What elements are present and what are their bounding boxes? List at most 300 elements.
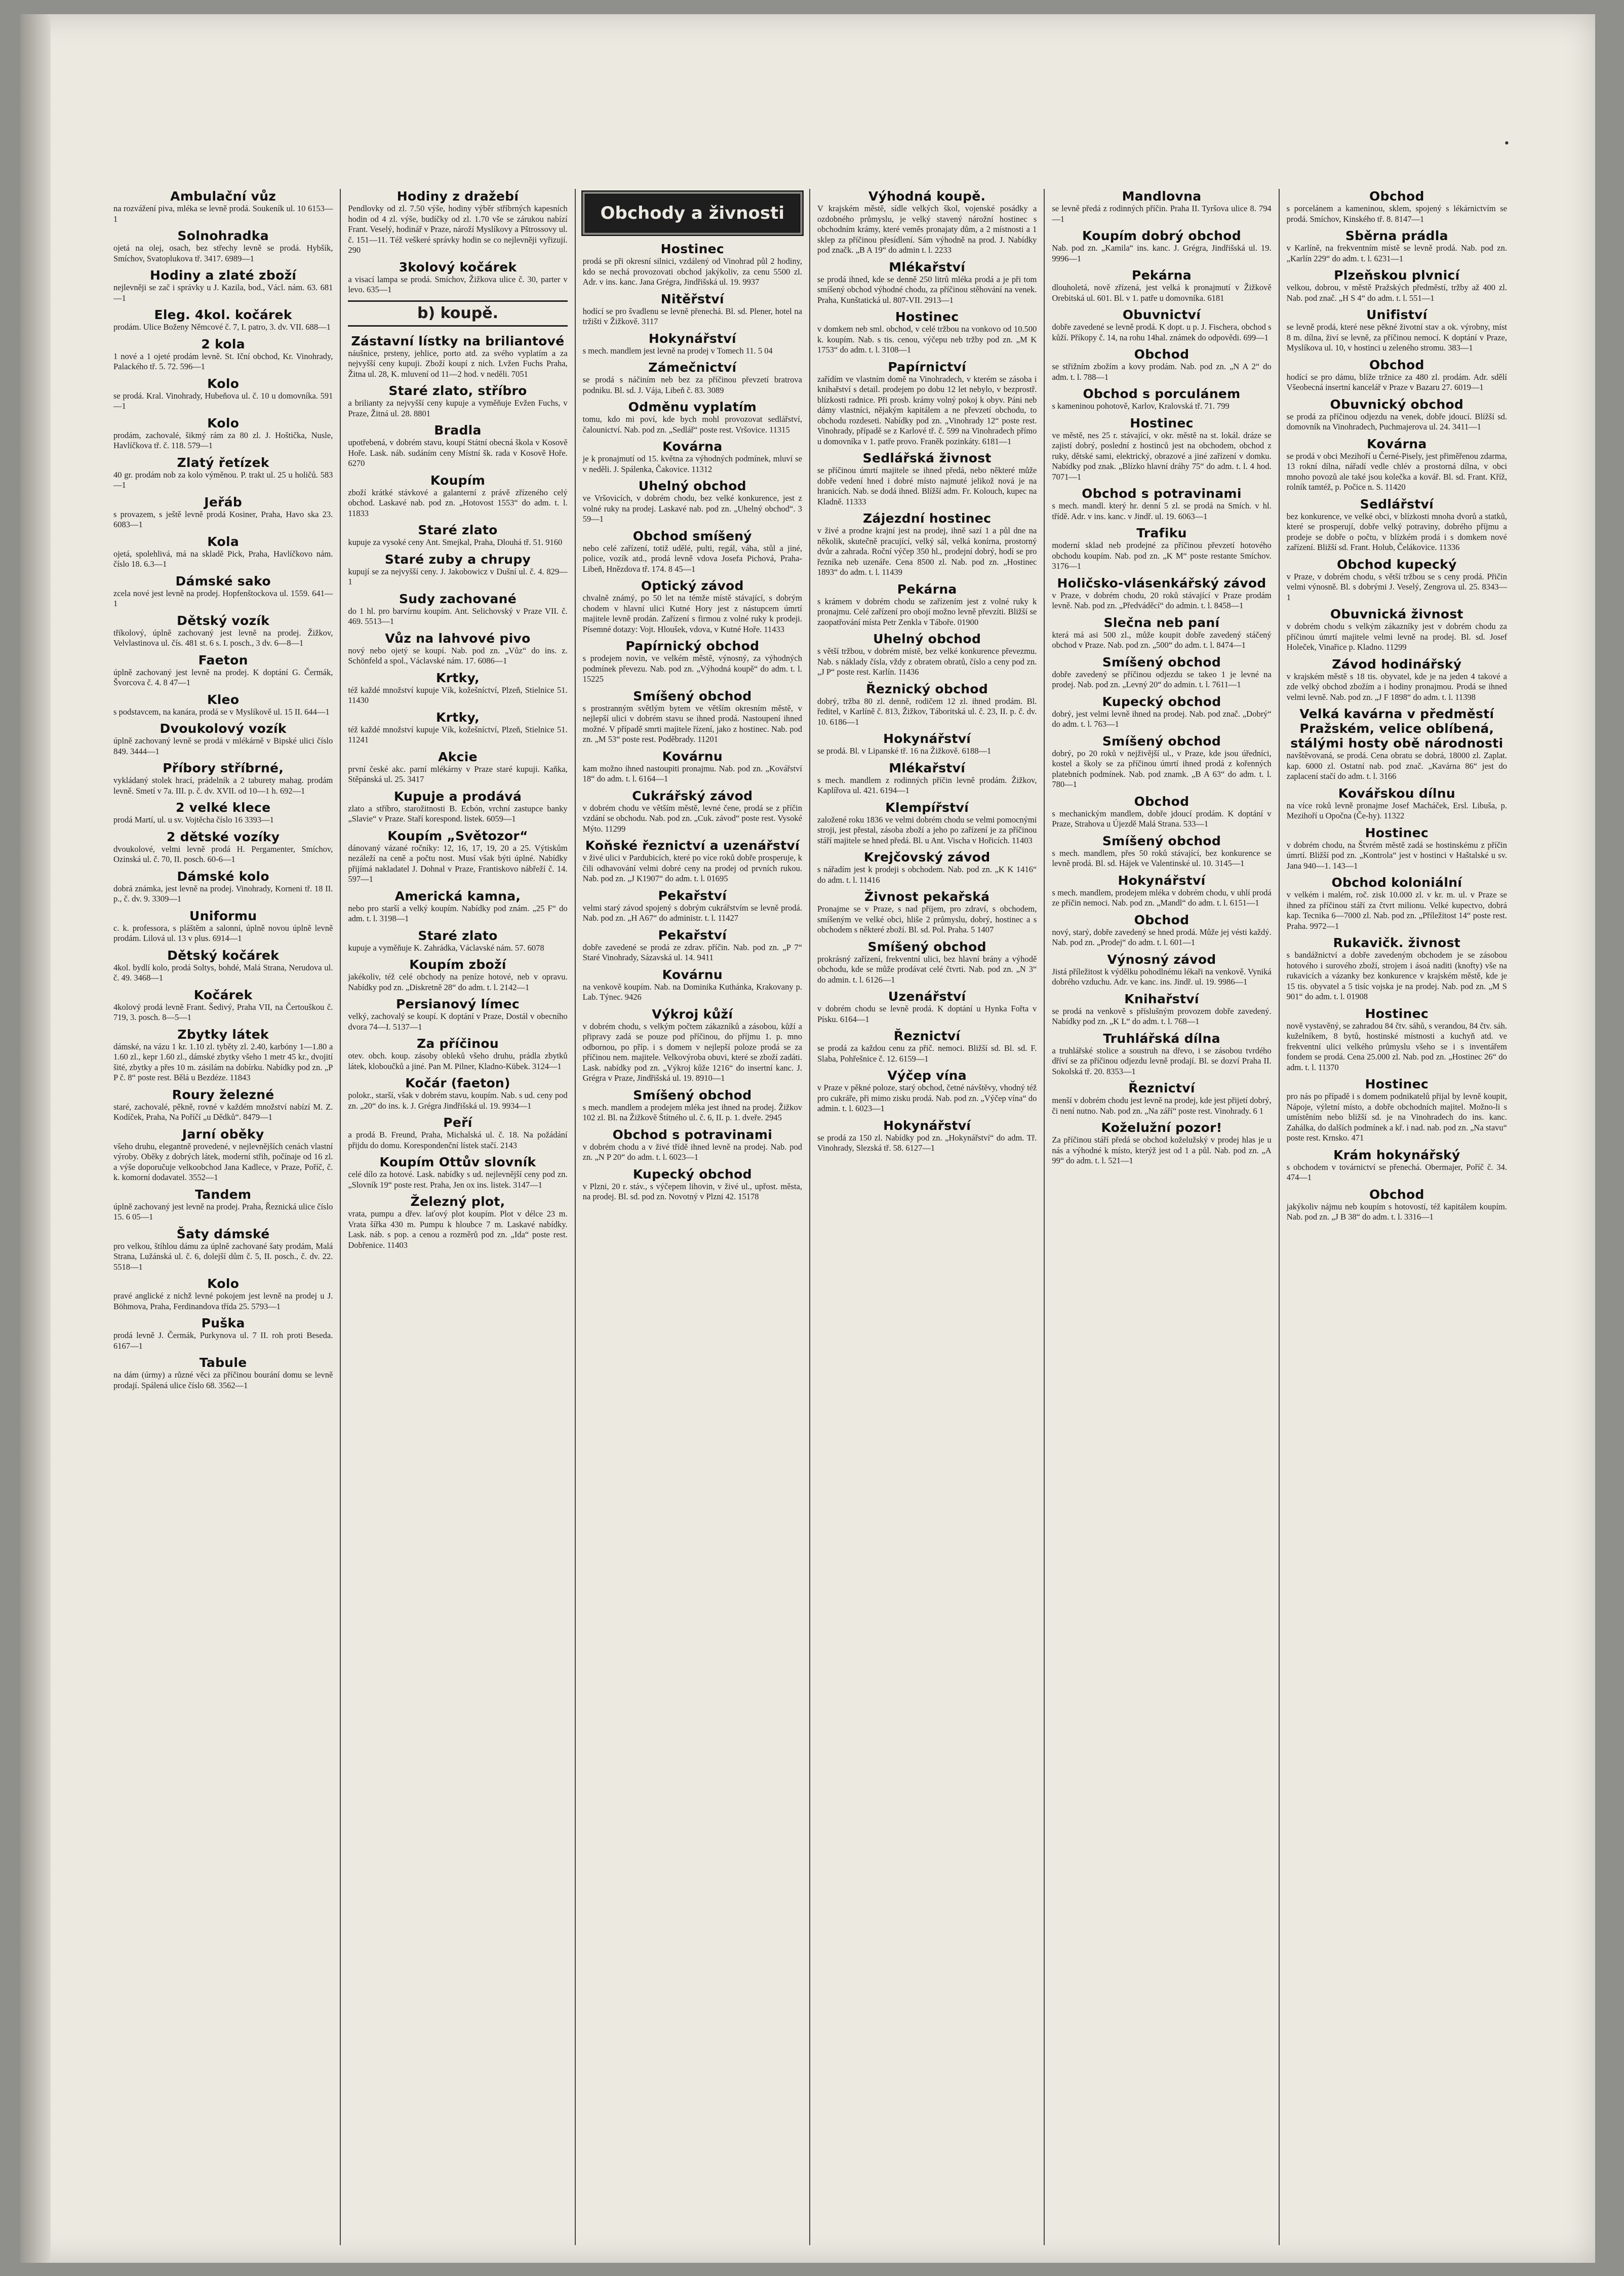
- ad-text: prodá se při okresní silnici, vzdálený od Vinohrad půl 2 hodiny, kdo se nechá provozovati obchod jakýkoliv, za cenu 5500 zl. Adr. v ins. kanc. Jana Grégra, Jindřišská ul. 19. 9937: [582, 256, 802, 287]
- ad-text: s mech. mandlem z rodinných příčin levně prodám. Žižkov, Kaplířova ul. 421. 6194—1: [817, 775, 1037, 795]
- ad-text: tomu, kdo mi poví, kde bych mohl provozovat sedlářství, čalounictví. Nab. pod zn. „Sedlář“ poste rest. Vršovice. 11315: [582, 414, 802, 435]
- ad-text: se prodá za 150 zl. Nabídky pod zn. „Hokynářství“ do adm. Tř. Vinohrady, Slezská tř. 58. 6127—1: [817, 1132, 1037, 1153]
- classified-ad: [348, 1036, 567, 1072]
- ad-text: všeho druhu, elegantně provedené, v nejlevnějších cenách vlastní výroby. Oběky z dobrých látek, moderní střih, počínaje od 16 zl. a výše doporučuje velkoobchod Jana Kadlece, v Praze, Poříč, č. k. komorní dodavatel. 3552—1: [113, 1141, 333, 1182]
- ad-text: kupují se za nejvyšší ceny. J. Jakobowicz v Dušní ul. č. 4. 829—1: [348, 566, 568, 586]
- classified-ad: [1287, 786, 1507, 821]
- classified-ad: [348, 334, 567, 380]
- classified-ad: [113, 1127, 333, 1183]
- ad-text: je k pronajmutí od 15. května za výhodných podmínek, mluví se v neděli. J. Spálenka, Čakovice. 11312: [582, 454, 802, 474]
- ads-column-1: [106, 189, 341, 2245]
- ad-text: se prodá. Kral. Vinohrady, Hubeňova ul. č. 10 u domovníka. 591—1: [113, 390, 333, 411]
- ad-heading: Staré zlato, stříbro: [388, 383, 527, 398]
- ad-text: v dobrém chodu, s velkým počtem zákazníků a zásobou, kůží a připravy zadá se pouze pod příčinou, do příjmu 1. p. mno odbornou, po příp. i s domem v nejlepší poloze prodá se za příčinou nem. majitele. Velkovýroba obuvi, které se zboží zadáti. Lask. nabídky pod zn. „Výkroj kůže 1216“ do insertní kanc. J. Grégra v Praze, Jindřišská ul. 19. 8910—1: [582, 1021, 802, 1083]
- ad-heading: Odměnu vyplatím: [628, 400, 757, 414]
- ad-text: se prodá ihned, kde se denně 250 litrů mléka prodá a je při tom smíšený obchod výhodné chodu, za příčinou stěhování na venek. Praha, Kunštatická ul. 807-VII. 2913—1: [817, 274, 1037, 305]
- ad-heading: Obchod: [1369, 189, 1424, 204]
- classified-ad: [1287, 657, 1507, 703]
- ad-heading: Obchod: [1369, 1187, 1424, 1202]
- ad-text: V krajském městě, sídle velkých škol, vojenské posádky a ozdobného průmyslu, je velký stavený nárožní hostinec s obchodním krámy, které veměs pronajaty dům, a 2 místnosti a 1 sklep za příčinou přesídlení. Sám výhodně na prod. J. Nabídky pod značk. „B A 19“ do admin t. l. 2233: [817, 204, 1037, 255]
- ad-text: v dobrém chodu se levně prodá. K doptání u Hynka Fořta v Písku. 6164—1: [817, 1004, 1037, 1024]
- ad-text: první české akc. parní mlékárny v Praze staré kupuji. Kaňka, Stěpánská ul. 25. 3417: [348, 764, 568, 784]
- classified-ad: [113, 761, 333, 796]
- ad-heading: Koňské řeznictví a uzenářství: [585, 838, 800, 853]
- ad-heading: Výkroj kůží: [652, 1006, 733, 1022]
- classified-ad: [1287, 1187, 1507, 1223]
- ad-heading: Kupuje a prodává: [393, 789, 522, 804]
- ad-text: Pendlovky od zl. 7.50 výše, hodiny výběr stříbrných kapesních hodin od 4 zl. výše, budíčky od zl. 1.70 vše se zárukou nabízí Frant. Veselý, hodinář v Praze, nároží Myslíkovy a Pštrossovy ul. č. 151—11. Též veškeré správky hodin se co nejlevněji vyřizují. 290: [348, 204, 568, 255]
- ad-text: dobrý, jest velmi levně ihned na prodej. Nab. pod znač. „Dobrý“ do adm. t. l. 763—1: [1052, 709, 1272, 729]
- ad-text: v krajském městě s 18 tis. obyvatel, kde je na jeden 4 takové a zde velký obchod zbožím a i hodiny pronajmou. Prodá se ihned velmi levně. Nab. pod zn. „J F 1898“ do adm. t. l. 11398: [1286, 671, 1507, 702]
- ad-text: úplně zachovaný jest levně na prodej. Praha, Řeznická ulice číslo 15. 6 05—1: [113, 1201, 333, 1222]
- ad-text: ve městě, nes 25 r. stávající, v okr. městě na st. lokál. dráze se zajistí dobrý, poslední z hostinců jest na obchodem, obchod z ruky, dětské sami, elektrický, obrazové a jiné zařízení v domku. Nabídky pod znak. „Blízko hlavní dráhy 75“ do adm. t. l. 4 hod. 7071—1: [1052, 430, 1272, 482]
- ad-heading: Kolo: [207, 415, 240, 430]
- ad-heading: Eleg. 4kol. kočárek: [154, 307, 292, 322]
- ad-heading: Staré zlato: [418, 523, 498, 537]
- ad-heading: Mandlovna: [1122, 189, 1202, 204]
- classified-ad: [817, 632, 1037, 678]
- classified-ad: [113, 909, 333, 944]
- ad-heading: Jarní oběky: [182, 1126, 264, 1142]
- ad-text: která má asi 500 zl., může koupit dobře zavedený stáčený obchod v Praze. Nab. pod zn. „500“ do adm. t. l. 8474—1: [1052, 630, 1272, 650]
- ad-text: 4kol. bydlí kolo, prodá Soltys, bohdé, Malá Strana, Nerudova ul. č. 49. 3468—1: [113, 962, 333, 983]
- classified-ad: [113, 692, 333, 718]
- classified-ad: [113, 189, 333, 224]
- classified-ad: [113, 307, 333, 333]
- ad-heading: Kolo: [207, 1276, 240, 1291]
- classified-ad: [113, 948, 333, 984]
- ad-text: Za příčinou stáří předá se obchod koželužský v prodej hlas je u nás a výhodné k místo, kterýž jest od 1 a půl. Nab. pod zn. „A 99“ do adm. t. l. 521—1: [1052, 1135, 1272, 1165]
- classified-ad: [1052, 655, 1271, 690]
- classified-ad: [1287, 875, 1507, 931]
- ad-text: prodá levně J. Čermák, Purkynova ul. 7 II. roh proti Beseda. 6167—1: [113, 1330, 333, 1351]
- ads-column-4: [810, 189, 1045, 2245]
- ad-text: chvalně známý, po 50 let na témže místě stávající, s dobrým chodem v hlavní ulici Kutné Hory jest z nástupcem úmrtí majitele levně prodán. Zařízení s firmou z volné ruky k prodeji. Písemné dotazy: Vojt. Hloušek, vdova, v Kutné Hoře. 11433: [582, 593, 802, 634]
- ad-heading: Mlékařství: [889, 760, 966, 775]
- ad-text: nejlevněji se zač i správky u J. Kazila, bod., Václ. nám. 63. 681—1: [113, 283, 333, 303]
- ad-heading: Kočárek: [193, 987, 253, 1002]
- classified-ad: [113, 1227, 333, 1273]
- ad-text: dámské, na vázu 1 kr. 1.10 zl. tyběty zl. 2.40, karbóny 1—1.80 a 1.60 zl., kepr 1.60 zl., dámské zbytky všeho 1 metr 45 kr., dvojití šité, zbytky a přes 10 m. zásilám na dobírku. Nabídky pod zn. „P P č. 8“ poste rest. Bělá u Bezdéze. 11843: [113, 1041, 333, 1082]
- ad-text: v Karlíně, na frekventním místě se levně prodá. Nab. pod zn. „Karlín 229“ do adm. t. l. 6231—1: [1286, 243, 1507, 263]
- ad-text: se prodá v obci Mezihoří u Černé-Pisely, jest přiměřenou zdarma, 13 rokní dílna, nářadí vedle chlév a prostorná dílna, v obci mnoho povozů ale také jsou kolečka a kovář. Bl. sd. Frant. Kříž, rolník tamtéž, p. Počice n. S. 11420: [1286, 451, 1507, 492]
- ad-heading: Obuvnický obchod: [1330, 397, 1464, 412]
- ad-heading: Uzenářství: [888, 989, 966, 1004]
- ad-heading: Pekárna: [1132, 268, 1192, 283]
- classified-ad: [583, 1088, 802, 1123]
- classified-ad: [113, 869, 333, 905]
- ad-heading: Výnosný závod: [1107, 952, 1216, 967]
- ad-text: ojetá na olej, osach, bez střechy levně se prodá. Hybšík, Smíchov, Svatoplukova tř. 3417. 6989—1: [113, 243, 333, 263]
- ad-heading: Cukrářský závod: [632, 788, 753, 803]
- ad-text: menší v dobrém chodu jest levně na prodej, kde jest přijetí dobrý, či není nutno. Nab. pod zn. „Na září“ poste rest. Vinohrady. 6 1: [1052, 1095, 1272, 1116]
- ad-text: v Praze v pěkné poloze, starý obchod, četné návštěvy, vhodný též pro cukráře, při mimo zisku prodá. Nab. pod zn. „Výčep vína“ do admin. t. l. 6023—1: [817, 1083, 1037, 1113]
- classified-ad: [113, 495, 333, 530]
- ad-heading: Staré zuby a chrupy: [384, 552, 531, 567]
- ad-heading: Krtky,: [436, 670, 480, 685]
- ad-heading: Hokynářství: [648, 331, 736, 346]
- ad-text: moderní sklad neb prodejné za příčinou převzetí hotového obchodu koupím. Nab. pod zn. „K M“ poste restante Smíchov. 3176—1: [1052, 540, 1272, 571]
- ad-text: pravé anglické z nichž levné pokojem jest levně na prodej u J. Böhmova, Praha, Ferdinandova třída 25. 5793—1: [113, 1291, 333, 1311]
- ad-heading: Výčep vína: [887, 1068, 967, 1083]
- classified-ad: [1052, 576, 1271, 611]
- classified-ad: [583, 360, 802, 396]
- ad-heading: Kovárnu: [662, 749, 723, 764]
- classified-ad: [817, 1068, 1037, 1114]
- ad-heading: Hokynářství: [883, 1118, 971, 1133]
- classified-ad: [1052, 615, 1271, 651]
- classified-ad: [113, 1355, 333, 1391]
- classified-ad: [817, 260, 1037, 306]
- ad-heading: Ambulační vůz: [170, 189, 276, 204]
- ad-heading: Krejčovský závod: [863, 850, 991, 865]
- ad-text: se prodá s náčiním neb bez za příčinou převzetí bratrova podniku. Bl. sd. J. Vája, Libeň č. 83. 3089: [582, 375, 802, 395]
- ad-heading: Rukavičk. živnost: [1333, 935, 1461, 950]
- ad-text: v živé ulici v Pardubicích, které po více roků dobře prosperuje, k čili odhavování velmi dobré ceny na prodej od prvních rukou. Nab. pod zn. „J K1907“ do adm. t. l. 01695: [582, 853, 802, 883]
- ad-heading: Papírnictví: [888, 359, 966, 374]
- ad-text: na rozvážení piva, mléka se levně prodá. Soukeník ul. 10 6153—1: [113, 204, 333, 224]
- ads-column-3: [576, 189, 810, 2245]
- classified-ad: [348, 928, 567, 954]
- classified-ad: [1287, 826, 1507, 872]
- classified-ad: [817, 1029, 1037, 1064]
- classified-ad: [1287, 189, 1507, 224]
- ad-text: a brilianty za nejvyšší ceny kupuje a vyměňuje Evžen Fuchs, v Praze, Žitná ul. 28. 8801: [348, 398, 568, 418]
- ad-heading: Sudy zachované: [399, 591, 517, 606]
- ad-text: založené roku 1836 ve velmi dobrém chodu se velmi pomocnými stroji, jest přestal, zásoba zboží a jeho po zařízení je za příčinou stáří majitele se hned předá. Bl. u Ant. Vischa v Hořicích. 11403: [817, 814, 1037, 845]
- ad-text: na venkově koupím. Nab. na Dominika Kuthánka, Krakovany p. Lab. Týnec. 9426: [582, 982, 802, 1002]
- ads-column-6: [1280, 189, 1514, 2245]
- classified-ad: [113, 455, 333, 491]
- classified-ad: [1287, 607, 1507, 653]
- classified-ad: [817, 511, 1037, 578]
- ad-heading: Kolo: [207, 376, 240, 391]
- ad-text: v Praze, v dobrém chodu, 20 roků stávající v Praze prodám levně. Nab. pod zn. „Předváděcí“ do admin. t. l. 8458—1: [1052, 590, 1272, 610]
- ad-text: úplně zachovaný levně se prodá v mlékárně v Bipské ulici číslo 849. 3444—1: [113, 736, 333, 756]
- ad-heading: Nitěřství: [660, 291, 724, 306]
- classified-ad: [1052, 1031, 1271, 1077]
- classified-ad: [348, 383, 567, 419]
- ad-heading: Hostinec: [1130, 415, 1194, 430]
- ad-text: též každé množství kupuje Vík, kožešníctví, Plzeň, Stielnice 51. 11430: [348, 685, 568, 705]
- ad-text: Pronajme se v Praze, s nad příjem, pro zdraví, s obchodem, smíšeným ve velké obci, hliše 2 průmyslu, dobrý, hostinec a s obchodem s některé zboží. Bl. sd. Pol. Praha. 5 1407: [817, 904, 1037, 934]
- classified-ad: [348, 710, 567, 745]
- ad-heading: Optický závod: [641, 578, 744, 593]
- ad-text: s mech. mandl. který hr. denní 5 zl. se prodá na Smích. v hl. třídě. Adr. v ins. kanc. v Jindř. ul. 19. 6063—1: [1052, 501, 1272, 521]
- classified-ad: [583, 331, 802, 357]
- classified-ad: [817, 761, 1037, 796]
- ad-heading: Kočár (faeton): [405, 1076, 510, 1090]
- ad-text: nebo celé zařízení, totiž udělé, pulti, regál, váha, stůl a jiné, police, vozík atd., prodá levně vdova Josefa Pichová, Praha-Libeň, Hnězdova tř. 174. 8 45—1: [582, 543, 802, 574]
- classified-ad: [583, 242, 802, 288]
- classified-ad: [113, 228, 333, 264]
- ad-heading: Obchod s potravinami: [612, 1127, 773, 1142]
- ad-heading: Koupím Ottův slovník: [379, 1155, 536, 1169]
- ad-heading: Hostinec: [1365, 1077, 1429, 1091]
- ad-heading: Americká kamna,: [394, 888, 521, 904]
- classified-ad: [817, 889, 1037, 935]
- ad-heading: Pekárna: [897, 581, 957, 597]
- ad-text: v dobrém chodu, na Štvrém městě zadá se hostinskému z příčin úmrtí. Bližší pod zn. „Kontrola“ jest v hostinci v Haštalské u sv. Jana 940—1. 143—1: [1286, 840, 1507, 871]
- ad-heading: Faeton: [198, 652, 248, 668]
- ad-text: hodící se pro švadlenu se levně přenechá. Bl. sd. Plener, hotel na tržišti v Žižkově. 3117: [582, 306, 802, 326]
- ad-heading: Hostinec: [1365, 825, 1429, 840]
- ad-heading: Bradla: [434, 423, 482, 438]
- ad-heading: Krtky,: [436, 710, 480, 725]
- ad-text: s kameninou pohotově, Karlov, Kralovská tř. 71. 799: [1052, 401, 1230, 411]
- ad-heading: Zbytky látek: [177, 1027, 269, 1042]
- ad-text: dobře zavedený se příčinou odjezdu se takeo 1 je levné na prodej. Nab. pod zn. „Levný 20“ do admin. t. l. 7611—1: [1052, 669, 1272, 689]
- classified-ad: [348, 750, 567, 785]
- ad-heading: Pekařství: [658, 927, 727, 943]
- ad-text: zlato a stříbro, starožitnosti B. Ecbón, vrchní zastupce banky „Slavie“ v Praze. Staří korespond. listek. 6059—1: [348, 803, 568, 823]
- ad-text: a truhlářské stolice a soustruh na dřevo, i se zásobou tvrdého dříví se za příčinou odjezdu levně prodají. Bl. se dozví Praha II. Sokolská tř. 20. 8353—1: [1052, 1045, 1272, 1076]
- classified-ad: [583, 888, 802, 924]
- ad-heading: Sedlářství: [1360, 496, 1434, 512]
- ad-text: 4kolový prodá levně Frant. Šedivý, Praha VII, na Čertouškou č. 719, 3. posch. 8—5—1: [113, 1002, 333, 1022]
- ad-heading: Koupím dobrý obchod: [1082, 228, 1241, 243]
- classified-ad: [113, 800, 333, 826]
- ad-heading: Akcie: [438, 749, 478, 764]
- ad-text: Jistá příležitost k výdělku pohodlnému lékaři na venkově. Vyniká dobrého vzduchu. Adr. ve kanc. ins. Jindř. ul. 19. 9986—1: [1052, 966, 1272, 987]
- ad-text: bez konkurence, ve velké obci, v blízkosti mnoha dvorů a statků, které se prosperují, dobře velký potraviny, dobrého příjmu a prodeje se dobře o počtu, v blízkém prodá i s domkem nové zařízení. Bližší sd. Frant. Holub, Čelákovice. 11336: [1286, 511, 1507, 552]
- ad-heading: Smíšený obchod: [867, 939, 986, 954]
- ad-heading: Kovářskou dílnu: [1338, 786, 1455, 801]
- ad-heading: Plzeňskou plvnicí: [1334, 268, 1460, 283]
- classified-ad: [817, 850, 1037, 885]
- ad-heading: Dámské sako: [175, 573, 271, 588]
- ad-text: prodám. Ulice Boženy Němcové č. 7, I. patro, 3. dv. VII. 688—1: [113, 322, 331, 332]
- ad-heading: Hodiny a zlaté zboží: [150, 268, 297, 283]
- ad-text: zcela nové jest levně na prodej. Hopfenštockova ul. 1559. 641—1: [113, 588, 333, 608]
- classified-ad: [1287, 1148, 1507, 1183]
- ad-text: v dobrém chodu a v živé třídě ihned levně na prodej. Nab. pod zn. „N P 20“ do adm. t. l. 6023—1: [582, 1142, 802, 1162]
- classified-ad: [583, 1007, 802, 1084]
- ad-heading: 3kolový kočárek: [399, 259, 517, 274]
- classified-ad: [1052, 952, 1271, 988]
- ad-heading: Hodiny z dražebí: [397, 189, 519, 204]
- ad-heading: Řeznictví: [893, 1029, 961, 1043]
- ad-text: též každé množství kupuje Vík, kožešníctví, Plzeň, Stielnice 51. 11241: [348, 724, 568, 744]
- ad-heading: Zámečnictví: [648, 360, 737, 375]
- ad-heading: Knihařství: [1124, 991, 1199, 1006]
- ad-text: pro nás po případě i s domem podnikatelů přijal by levně koupit, Nápoje, výletní místo, a dobře obchodních majitel. Možno-li s umístěním nebo bližší sd. je na Vinohradech do ins. kanc. Zahálka, do dalších podmínek a kř. i nad. nab. pod zn. „Na stavu“ poste rest. Krnsko. 471: [1286, 1091, 1507, 1143]
- ad-text: v Plzni, 20 r. stáv., s výčepem lihovin, v živé ul., upřost. města, na prodej. Bl. sd. pod zn. Novotný v Plzni 42. 15178: [582, 1181, 802, 1201]
- ad-text: a prodá B. Freund, Praha, Michalská ul. č. 18. Na požádání přijdu do domu. Korespondenční lístek stačí. 2143: [348, 1130, 568, 1150]
- classified-ad: [348, 829, 567, 885]
- ad-text: polokr., starší, však v dobrém stavu, koupím. Nab. s ud. ceny pod zn. „20“ do ins. k. J. Grégra Jindřišská ul. 19. 9934—1: [348, 1090, 568, 1111]
- section-banner: Obchody a živnosti: [583, 192, 802, 234]
- ad-heading: Živnost pekařská: [864, 889, 990, 904]
- classified-ad: [817, 682, 1037, 728]
- ad-heading: Koupím zboží: [409, 957, 506, 972]
- classified-ad: [817, 189, 1037, 256]
- classified-ad: [1052, 913, 1271, 948]
- ad-heading: Dětský vozík: [177, 613, 270, 628]
- ad-heading: Vůz na lahvové pivo: [385, 631, 531, 646]
- classified-ad: [113, 1027, 333, 1083]
- ad-heading: Uniformu: [189, 908, 257, 923]
- ad-heading: Obchod: [1369, 357, 1424, 372]
- classified-ad: [1052, 486, 1271, 522]
- ad-heading: Truhlářská dílna: [1103, 1031, 1220, 1046]
- ad-heading: Smíšený obchod: [1102, 733, 1221, 749]
- classified-ad: [1052, 794, 1271, 830]
- classified-ad: [1052, 189, 1271, 224]
- classified-ad: [1052, 1120, 1271, 1166]
- ad-heading: Závod hodinářský: [1332, 656, 1462, 672]
- ad-heading: Dětský kočárek: [167, 948, 280, 963]
- classified-ad: [1052, 416, 1271, 483]
- ad-text: nově vystavěný, se zahradou 84 čtv. sáhů, s verandou, 84 čtv. sáh. kuželníkem, 8 bytů, hostinské místnosti a kuchyň atd. ve frekventní ulici velkého průmyslu všeho se i s inventářem fondem se prodá. Cena 25.000 zl. Nab. pod zn. „Hostinec 26“ do adm. t. l. 11370: [1286, 1021, 1507, 1072]
- classified-ad: [817, 731, 1037, 757]
- ad-text: se levně předá z rodinných příčin. Praha II. Tyršova ulice 8. 794—1: [1052, 204, 1272, 224]
- ad-heading: Zájezdní hostinec: [863, 511, 992, 526]
- ad-text: 40 gr. prodám nob za kolo výměnou. P. trakt ul. 25 u holičů. 583—1: [113, 469, 333, 490]
- ad-heading: Papírnický obchod: [625, 639, 760, 653]
- section-heading: b) koupě.: [348, 300, 567, 327]
- classified-ad: [1287, 358, 1507, 393]
- ad-heading: Železný plot,: [410, 1194, 505, 1209]
- ad-text: prodám, zachovalé, šikmý rám za 80 zl. J. Hoštička, Nusle, Havlíčkova tř. č. 118. 579—1: [113, 430, 333, 450]
- ad-text: v velkém i malém, roč. zisk 10.000 zl. v kr. m. ul. v Praze se ihned za příčinou stáří za čtvrt milionu. Velké kupectvo, dobrá kap. Tecnika 6—7000 zl. Nab. pod zn. „Příležitost 14“ poste rest. Praha. 9972—1: [1286, 890, 1507, 931]
- classified-ad: [583, 578, 802, 635]
- classified-ad: [1287, 307, 1507, 354]
- classified-ad: [583, 439, 802, 475]
- ad-text: vykládaný stolek hrací, prádelník a 2 taburety mahag. prodám levně. Smetí v 7a. III. p. č. dv. XVII. od 10—1 h. 692—1: [113, 775, 333, 796]
- ad-text: v Praze, v dobrém chodu, s větší tržbou se s ceny prodá. Přičin velmi výnosně. Bl. s dobrými J. Veselý, Zengrova ul. 25. 8343—1: [1286, 571, 1507, 602]
- classified-ad: [1052, 526, 1271, 572]
- classified-ad: [1052, 228, 1271, 264]
- classified-ad: [348, 789, 567, 825]
- ad-heading: Kovárna: [662, 439, 723, 454]
- ad-text: náušnice, prsteny, jehlice, porto atd. za svého vyplatím a za nejvyšší ceny kupuji. Zboží koupí z nich. Lvžen Fuchs Praha, Žitna ul. 28, K. mluvení od 11—2 hod. v neděli. 7051: [348, 348, 568, 379]
- classified-ad: [113, 416, 333, 451]
- ad-text: prokrásný zařízení, frekventní ulici, bez hlavní brány a výhodě obchodu, kde se může prodávat celé čtvrti. Nab. pod zn. „N 3“ do admin. t. l. 6126—1: [817, 954, 1037, 985]
- ad-heading: Puška: [201, 1316, 245, 1330]
- margin-mark: •: [1504, 136, 1509, 150]
- classified-ad: [1052, 307, 1271, 343]
- classified-ad: [348, 523, 567, 548]
- ad-heading: Slečna neb paní: [1103, 615, 1220, 630]
- ad-heading: Obuvnictví: [1122, 307, 1201, 322]
- ad-heading: Obuvnická živnost: [1330, 607, 1463, 621]
- ad-heading: Uhelný obchod: [638, 479, 746, 493]
- ad-text: c. k. professora, s pláštěm a salonní, úplně novou úplně levně prodám. Lilová ul. 13 v plus. 6914—1: [113, 923, 333, 943]
- ad-text: nebo pro starší a velký koupím. Nabídky pod znám. „25 F“ do adm. t. l. 3198—1: [348, 903, 568, 923]
- ad-text: jakékoliv, též celé obchody na peníze hotové, neb v opravu. Nabídky pod zn. „Diskretně 28“ do adm. t. l. 2142—1: [348, 972, 568, 992]
- ad-text: prodá Martí, ul. u sv. Vojtěcha číslo 16 3393—1: [113, 815, 274, 825]
- ad-text: dlouholetá, nově zřízená, jest velká k pronajmutí v Žižkově Orebitská ul. 601. Bl. v 1. patře u domovníka. 6181: [1052, 283, 1272, 303]
- ad-text: s provazem, s ještě levně prodá Kosiner, Praha, Havo ska 23. 6083—1: [113, 509, 333, 529]
- ad-text: v živé a prodne krajní jest na prodej, ihně sazí 1 a půl dne na několik, skutečně pracující, velký sál, velká konírna, prostorný dvůr a zahrada. Roční výčep 350 hl., prodejní dobrý, hodí se pro řezníka neb uzenáře. Cena 8500 zl. Nab. pod zn. „Hostinec 1893“ do adm. t. l. 11439: [817, 526, 1037, 577]
- classified-ad: [583, 292, 802, 327]
- classified-ad: [817, 360, 1037, 447]
- classified-ad: [817, 939, 1037, 986]
- classified-ad: [583, 838, 802, 884]
- ad-text: dobře zavedené se levně prodá. K dopt. u p. J. Fischera, obchod s kůží. Příkopy č. 14, na rohu 14hal. známek do odpovědi. 699—1: [1052, 322, 1272, 342]
- classified-ad: [817, 451, 1037, 507]
- classified-ad: [348, 552, 567, 587]
- ad-heading: Koupím: [430, 473, 486, 488]
- classified-ad: [1052, 268, 1271, 303]
- ad-heading: Kupecký obchod: [1102, 694, 1221, 709]
- ad-heading: Sedlářská živnost: [862, 451, 992, 465]
- ad-text: kam možno ihned nastoupiti pronajmu. Nab. pod zn. „Kovářství 18“ do adm. t. l. 6164—1: [582, 763, 802, 783]
- classified-ad: [113, 268, 333, 303]
- ad-text: otev. obch. koup. zásoby obleků všeho druhu, prádla zbytků látek, kloboučků a jiné. Pan M. Pilner, Kladno-Kübek. 3124—1: [348, 1051, 568, 1071]
- classified-ad: [348, 671, 567, 706]
- ad-text: s porcelánem a kameninou, sklem, spojený s lékárnictvím se prodá. Smíchov, Kinského tř. 8. 8147—1: [1286, 204, 1507, 224]
- ad-heading: Příbory stříbrné,: [163, 761, 284, 775]
- ad-text: dvoukolové, velmi levně prodá H. Pergamenter, Smíchov, Ozinská ul. č. 70, II. posch. 60-6—1: [113, 844, 333, 864]
- classified-ad: [1287, 707, 1507, 782]
- ad-heading: Roury železné: [172, 1087, 274, 1102]
- classified-ad: [817, 582, 1037, 628]
- ad-text: v dobrém chodu ve větším městě, levné čene, prodá se z příčin vzdání se obchodu. Nab. pod zn. „Cuk. závod“ poste rest. Vysoké Mýto. 11299: [582, 803, 802, 834]
- ad-text: zboží krátké stávkové a galanterní z právě zřízeného celý obchod. Laskavé nab. pod zn. „Hotovost 1553“ do adm. t. l. 11833: [348, 487, 568, 518]
- classified-ad: [817, 800, 1037, 846]
- ad-heading: Hostinec: [660, 242, 725, 256]
- ad-heading: Kovárnu: [662, 967, 723, 982]
- classified-ad: [1287, 557, 1507, 603]
- ad-heading: Obchod smíšený: [632, 528, 752, 543]
- classified-ad: [348, 631, 567, 666]
- ad-text: se prodá. Bl. v Lipanské tř. 16 na Žižkově. 6188—1: [817, 746, 992, 756]
- ad-heading: Zástavní lístky na briliantové: [351, 333, 565, 348]
- classified-ad: [113, 830, 333, 865]
- ad-heading: Mlékařství: [889, 259, 966, 274]
- classified-ad: [348, 1115, 567, 1151]
- ad-text: dánovaný vázané ročníky: 12, 16, 17, 19, 20 a 25. Výtiskům nezáleží na ceně a počtu nost. Musí však býti úplné. Nabídky přijímá nakladatel J. Dohnal v Praze, Frantiskovo nábřeží č. 14. 597—1: [348, 843, 568, 884]
- classified-ad: [1052, 386, 1271, 412]
- ad-heading: Hostinec: [895, 309, 959, 324]
- classified-ad: [113, 988, 333, 1023]
- ad-text: velkou, dobrou, v městě Pražských předměstí, tržby až 400 zl. Nab. pod znač. „H S 4“ do adm. t. l. 551—1: [1286, 283, 1507, 303]
- classified-ad: [1052, 694, 1271, 730]
- classified-ad: [348, 189, 567, 256]
- classified-ad: [113, 534, 333, 570]
- classified-ad: [583, 967, 802, 1003]
- classified-ad: [1052, 992, 1271, 1027]
- classified-ad: [348, 889, 567, 924]
- ad-heading: Za příčinou: [417, 1036, 499, 1051]
- classified-ad: [583, 928, 802, 963]
- ad-text: dobrá známka, jest levně na prodej. Vinohrady, Korneni tř. 18 II. p., č. dv. 9. 3309—1: [113, 883, 333, 904]
- ad-heading: Řeznický obchod: [866, 681, 988, 696]
- classified-ad: [113, 376, 333, 412]
- ad-text: s podstavcem, na kanára, prodá se v Myslíkově ul. 15 II. 644—1: [113, 707, 330, 717]
- ad-text: kupuje a vyměňuje K. Zahrádka, Václavské nám. 57. 6078: [348, 943, 544, 953]
- ad-heading: Trafiku: [1136, 526, 1187, 540]
- ad-text: 1 nové a 1 ojeté prodám levně. St. Iční obchod, Kr. Vinohrady, Palackého tř. 5. 72. 596—1: [113, 351, 333, 371]
- ad-heading: Obchod s porculánem: [1083, 386, 1241, 401]
- ad-heading: Smíšený obchod: [633, 688, 752, 703]
- ad-text: jakýkoliv nájmu neb koupím s hotovostí, též kapitálem koupím. Nab. pod zn. „J B 38“ do adm. t. l. 3316—1: [1286, 1201, 1507, 1222]
- classified-ad: [583, 639, 802, 685]
- ad-text: se prodá za příčinou odjezdu na venek, dobře jdoucí. Blížší sd. domovník na Vinohradech, Puchmajerova ul. 24. 3411—1: [1286, 411, 1507, 431]
- classified-ad: [113, 1276, 333, 1312]
- ad-text: upotřebená, v dobrém stavu, koupí Státní obecná škola v Kosově Hoře. Lask. náb. sudáním ceny Místní šk. rada v Kosově Hoře. 6270: [348, 438, 568, 468]
- ad-heading: Jeřáb: [204, 494, 243, 509]
- ad-heading: Obchod: [1134, 347, 1190, 362]
- classified-ad: [348, 957, 567, 993]
- ad-text: dobrý, tržba 80 zl. denně, rodičem 12 zl. ihned prodám. Bl. ředitel, v Karlíně č. 813, Žižkov, Táboritská ul. č. 23, II. p. č. dv. 10. 6186—1: [817, 696, 1037, 727]
- ad-heading: Koupím „Světozor“: [387, 828, 528, 843]
- ad-heading: Obchod kupecký: [1336, 557, 1457, 572]
- ad-text: v dobrém chodu s velkým zákazníky jest v dobrém chodu za příčinou úmrtí majitele velmi levně na prodej. Bl. sd. Josef Holeček, Vinařice p. Kladno. 11299: [1286, 621, 1507, 652]
- classified-ad: [1287, 1077, 1507, 1144]
